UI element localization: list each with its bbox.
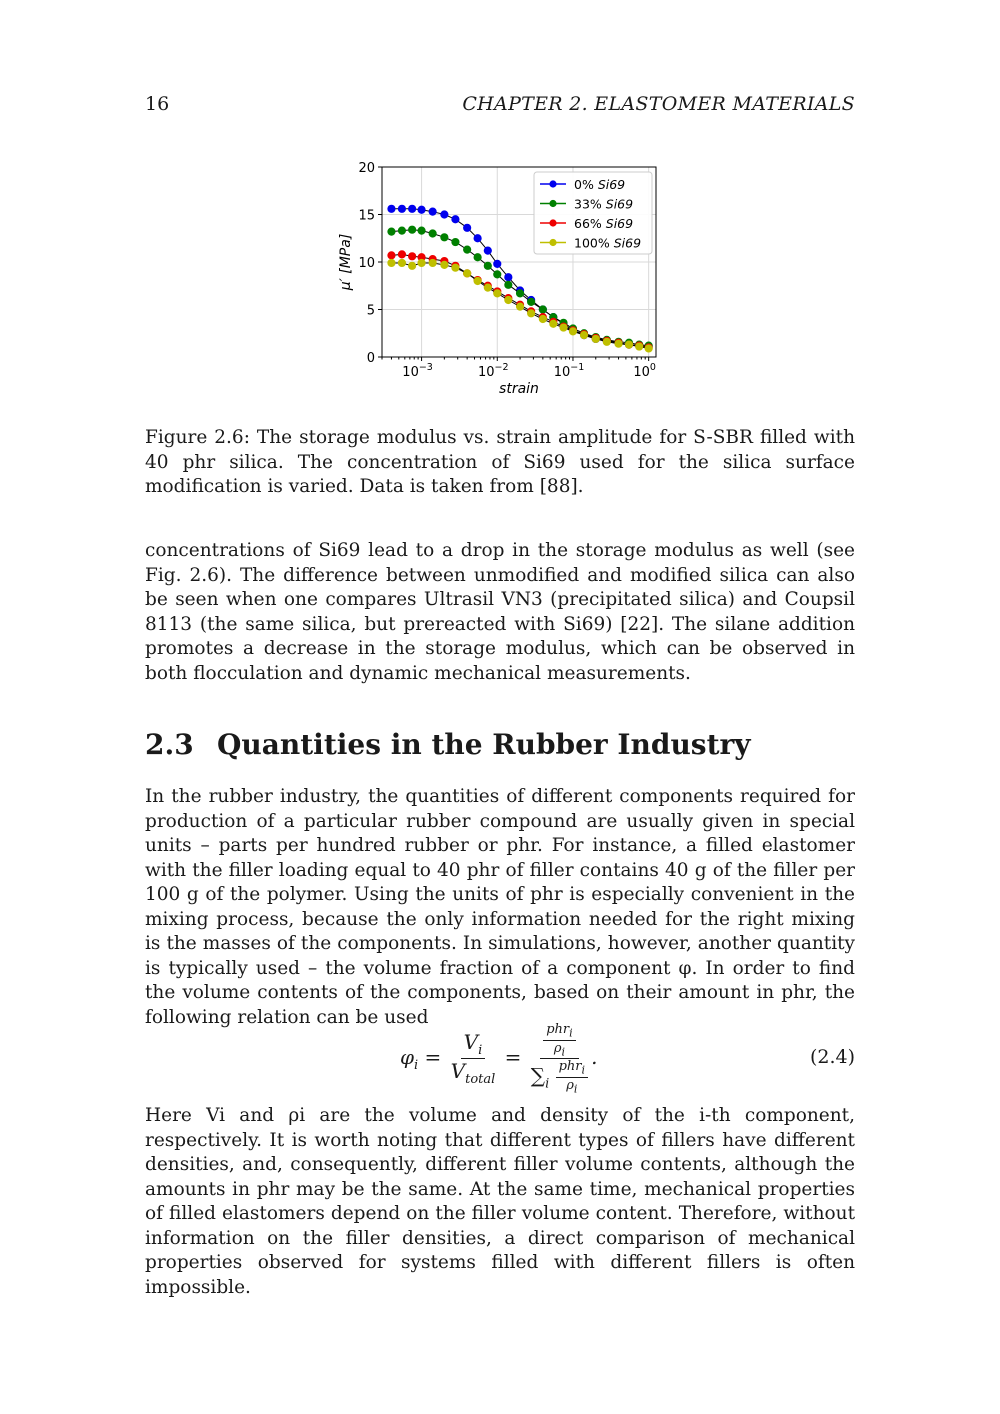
data-point: [484, 284, 491, 291]
data-point: [484, 262, 491, 269]
legend-swatch-marker: [549, 180, 556, 187]
x-axis-label: strain: [499, 381, 539, 397]
data-point: [441, 211, 448, 218]
y-axis-label: μ′ [MPa]: [338, 233, 354, 291]
x-tick-label: $10^{-2}$: [477, 362, 509, 380]
data-point: [539, 306, 546, 313]
data-point: [409, 253, 416, 260]
data-point: [636, 343, 643, 350]
x-tick-label: $10^0$: [633, 362, 656, 380]
data-point: [409, 205, 416, 212]
data-point: [398, 227, 405, 234]
data-point: [388, 259, 395, 266]
data-point: [625, 341, 632, 348]
data-point: [474, 235, 481, 242]
data-point: [429, 230, 436, 237]
y-tick-label: 15: [358, 208, 375, 224]
y-tick-label: 5: [366, 303, 375, 319]
legend-label: 0% Si69: [574, 177, 626, 192]
data-point: [505, 281, 512, 288]
data-point: [418, 259, 425, 266]
data-point: [603, 338, 610, 345]
legend-label: 100% Si69: [574, 235, 642, 251]
data-point: [528, 298, 535, 305]
y-tick-label: 0: [366, 351, 375, 366]
data-point: [464, 224, 471, 231]
paragraph-2: In the rubber industry, the quantities of different components required for production of a particular rubber compound are usually given in special units – parts per hundred rubber or phr. For instance, a filled elastomer with the filler loading equal to 40 phr of filler contains 40 g of the filler per 100 g of the polymer. Using the units of phr is especially convenient in the mixing process, because the only information needed for the right mixing is the masses of the components. In simulations, however, another quantity is typically used – the volume fraction of a component φ. In order to find the volume contents of the components, based on their amount in phr, the following relation can be used: [145, 786, 855, 1028]
legend-swatch-marker: [549, 239, 556, 246]
paragraph-3: Here Vi and ρi are the volume and density of the i-th component, respectively. It is worth noting that different types of fillers have different densities, and, consequently, different filler volume contents, although the amounts in phr may be the same. At the same time, mechanical properties of filled elastomers depend on the filler volume content. Therefore, without information on the filler densities, a direct comparison of mechanical properties observed for systems filled with different fillers is often impossible.: [145, 1105, 855, 1298]
running-header: CHAPTER 2. ELASTOMER MATERIALS: [462, 93, 855, 115]
data-point: [418, 227, 425, 234]
data-point: [441, 234, 448, 241]
data-point: [441, 261, 448, 268]
data-point: [592, 335, 599, 342]
section-heading: [145, 728, 751, 761]
figure-caption: Figure 2.6: The storage modulus vs. strain amplitude for S-SBR filled with 40 phr silica. The concentration of Si69 used for the silica surface modification is varied. Data is taken from [88].: [145, 427, 855, 497]
data-point: [418, 206, 425, 213]
data-point: [398, 251, 405, 258]
x-tick-label: $10^{-3}$: [402, 362, 433, 380]
section-title: Quantities in the Rubber Industry: [217, 728, 751, 761]
equation-number: (2.4): [809, 1046, 855, 1068]
data-point: [409, 262, 416, 269]
data-point: [452, 238, 459, 245]
data-point: [505, 274, 512, 281]
data-point: [494, 260, 501, 267]
data-point: [516, 303, 523, 310]
data-point: [645, 345, 652, 352]
data-point: [452, 264, 459, 271]
equation-2-4: $\varphi_i$ = $\frac{V_i}{V_{total}}$ = $\frac{phr_i}{\rho_i}$ $\sum_i$ $\frac{phr_i}{\rho_i}$ .: [400, 1022, 598, 1096]
data-point: [550, 320, 557, 327]
data-point: [615, 340, 622, 347]
data-point: [464, 270, 471, 277]
data-point: [398, 205, 405, 212]
page-number: 16: [145, 93, 170, 115]
paragraph-1: concentrations of Si69 lead to a drop in the storage modulus as well (see Fig. 2.6). The difference between unmodified and modified silica can also be seen when one compares Ultrasil VN3 (precipitated silica) and Coupsil 8113 (the same silica, but prereacted with Si69) [22]. The silane addition promotes a decrease in the storage modulus, which can be observed in both flocculation and dynamic mechanical measurements.: [145, 540, 855, 684]
data-point: [539, 315, 546, 322]
data-point: [494, 271, 501, 278]
x-tick-label: $10^{-1}$: [553, 362, 585, 380]
data-point: [505, 296, 512, 303]
section-number: 2.3: [145, 728, 194, 761]
storage-modulus-chart: [330, 150, 675, 402]
y-tick-label: 20: [358, 161, 375, 176]
data-point: [388, 252, 395, 259]
data-point: [494, 290, 501, 297]
data-point: [398, 259, 405, 266]
data-point: [569, 328, 576, 335]
data-point: [452, 216, 459, 223]
y-tick-label: 10: [358, 256, 375, 271]
data-point: [388, 228, 395, 235]
data-point: [474, 254, 481, 261]
data-point: [560, 324, 567, 331]
data-point: [464, 246, 471, 253]
data-point: [516, 290, 523, 297]
legend-swatch-marker: [549, 200, 556, 207]
legend-swatch-marker: [549, 219, 556, 226]
data-point: [474, 277, 481, 284]
legend-label: 33% Si69: [574, 196, 634, 212]
data-point: [409, 226, 416, 233]
data-point: [484, 247, 491, 254]
legend-label: 66% Si69: [574, 216, 634, 231]
data-point: [528, 310, 535, 317]
data-point: [429, 259, 436, 266]
data-point: [388, 205, 395, 212]
data-point: [580, 332, 587, 339]
data-point: [429, 208, 436, 215]
